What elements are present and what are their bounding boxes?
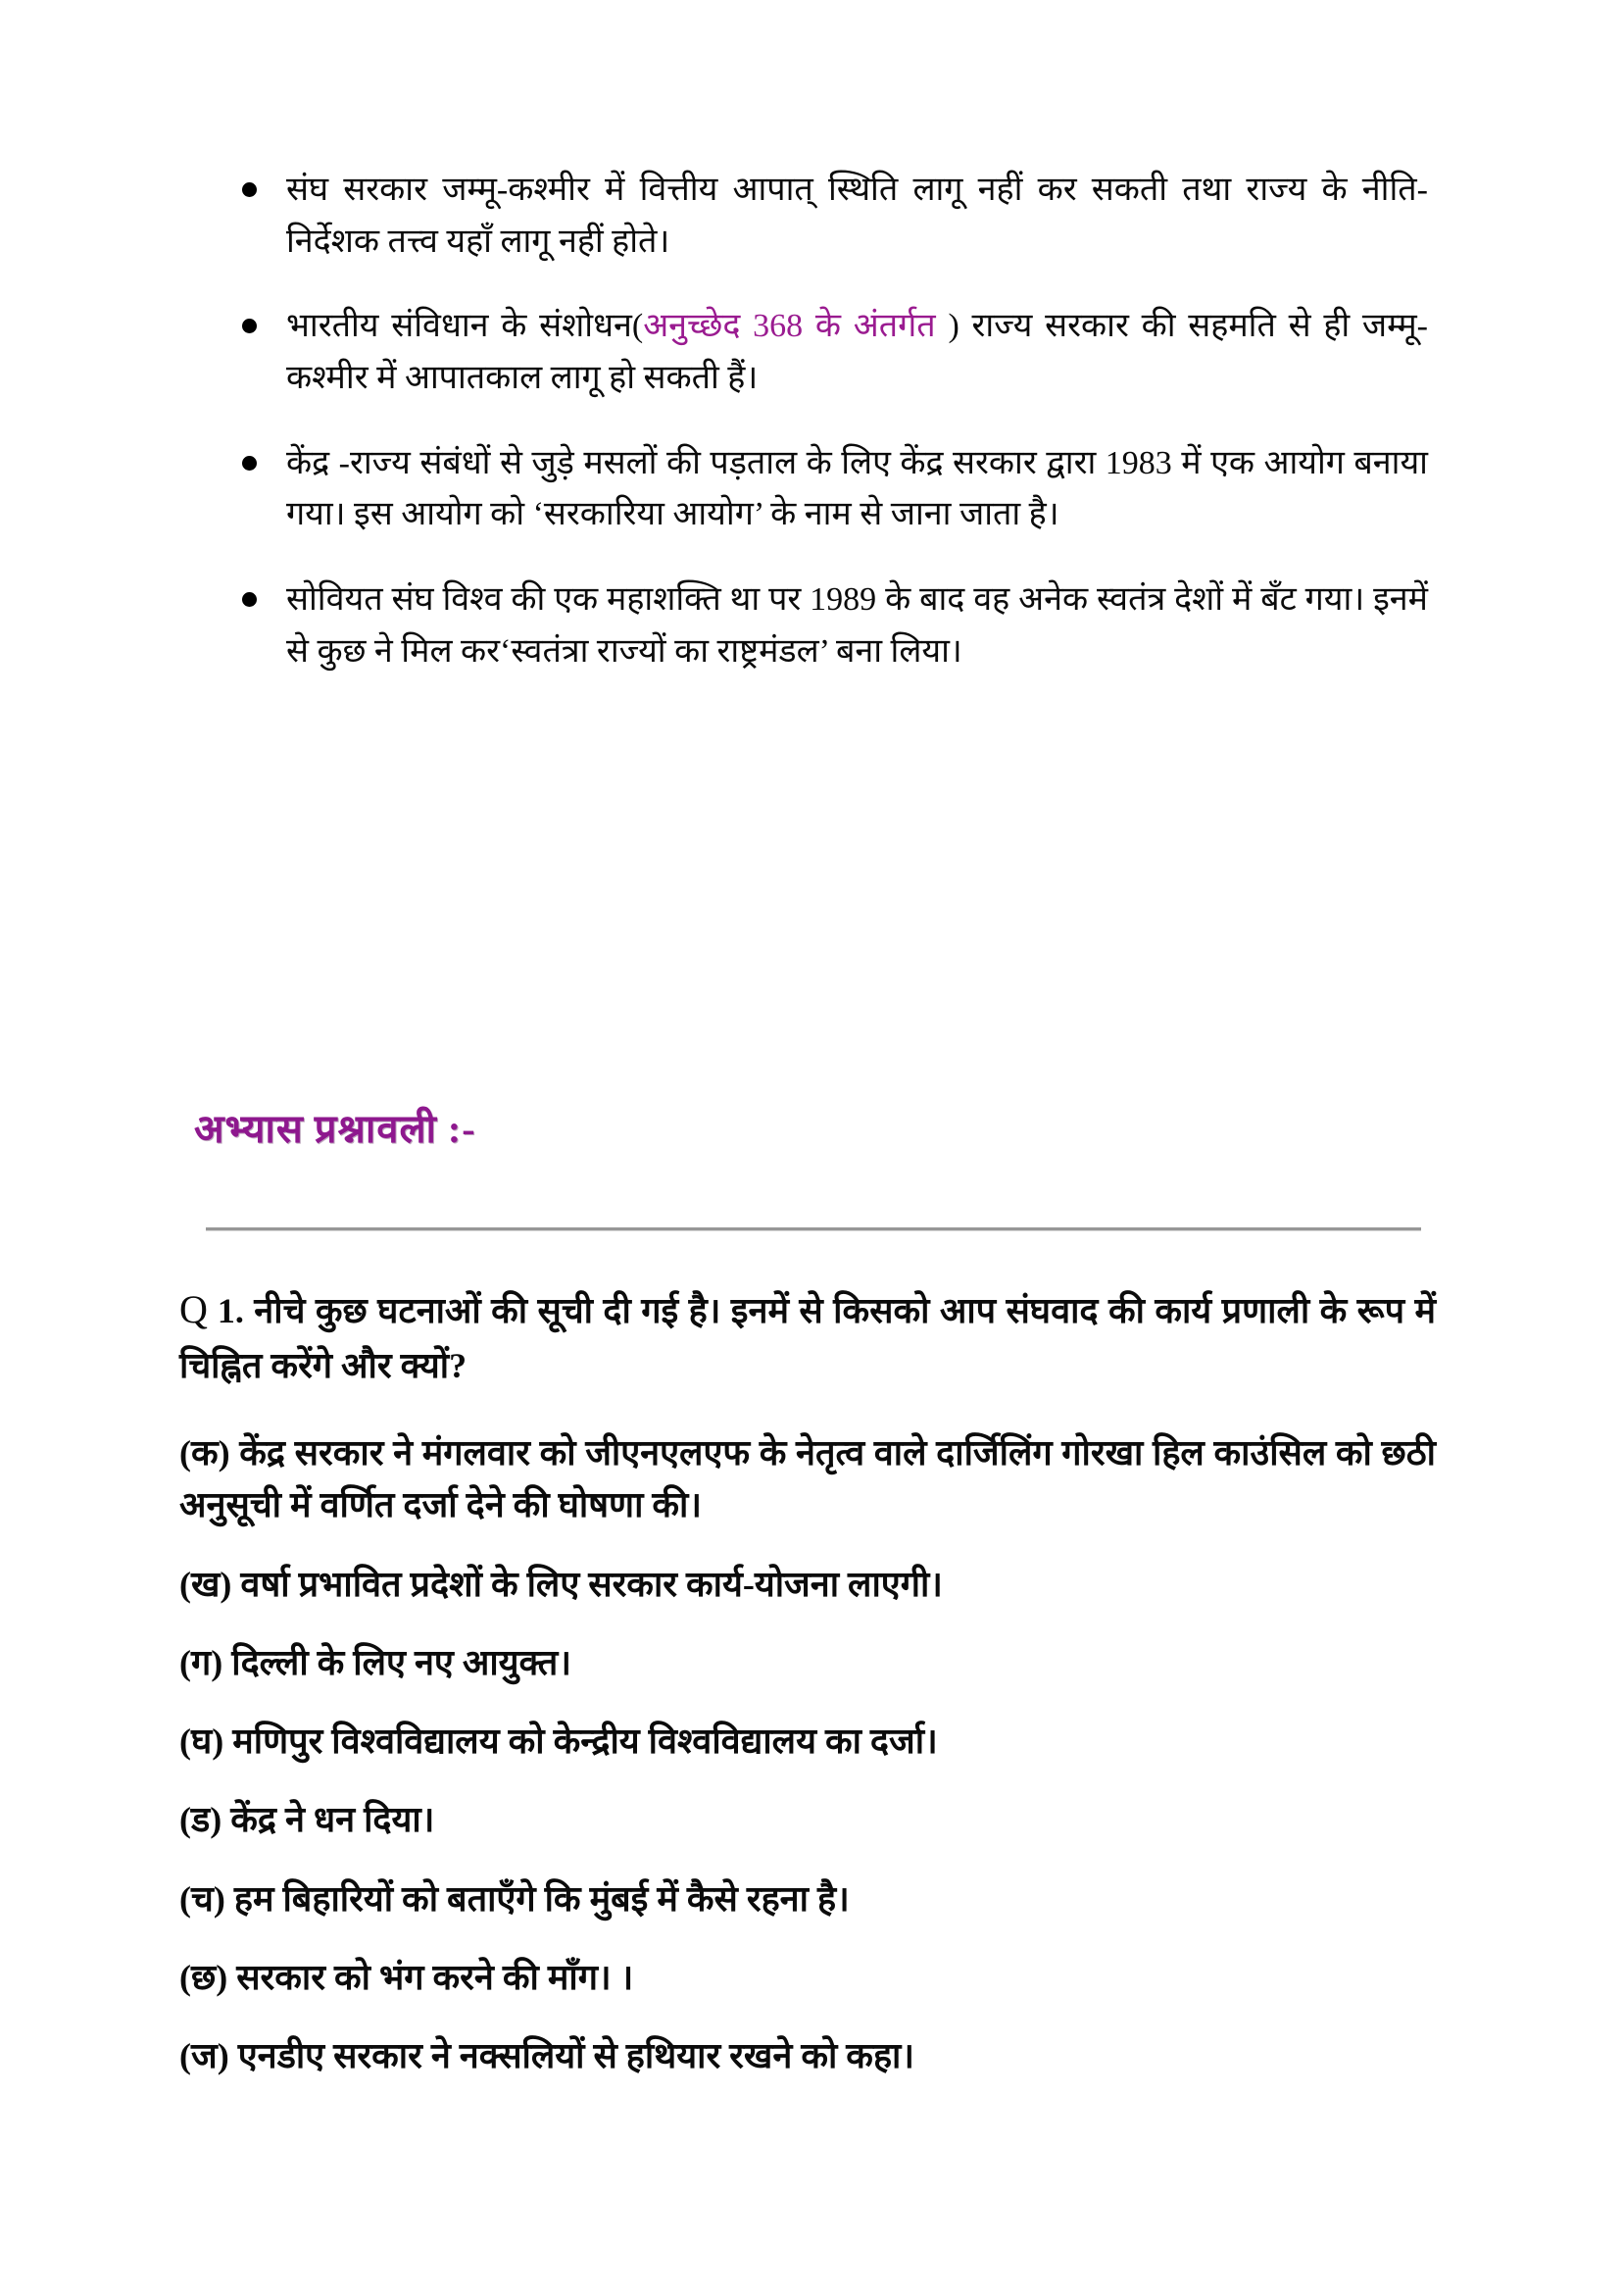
question-option: (ख) वर्षा प्रभावित प्रदेशों के लिए सरकार कार्य-योजना लाएगी। <box>179 1564 943 1604</box>
bullet-item <box>242 574 1428 677</box>
bullet-item <box>242 301 1428 404</box>
question-text: 1. नीचे कुछ घटनाओं की सूची दी गई है। इनमें से किसको आप संघवाद की कार्य प्रणाली के रूप में चिह्नित करेंगे और क्यों? <box>179 1291 1436 1385</box>
question-block <box>179 1280 1436 2109</box>
question-option: (ड) केंद्र ने धन दिया। <box>179 1800 435 1840</box>
section-divider <box>206 1227 1421 1231</box>
section-heading: अभ्यास प्रश्नावली :- <box>194 1107 476 1151</box>
bullet-item <box>242 438 1428 541</box>
bullet-text: केंद्र -राज्य संबंधों से जुड़े मसलों की पड़ताल के लिए केंद्र सरकार द्वारा 1983 में एक आयोग बनाया गया। इस आयोग को ‘सरकारिया आयोग’ के नाम से जाना जाता है। <box>286 444 1428 533</box>
question-option: (ज) एनडीए सरकार ने नक्सलियों से हथियार रखने को कहा। <box>179 2036 915 2076</box>
bullet-icon <box>242 182 257 197</box>
bullet-item <box>242 165 1428 268</box>
bullet-text-highlight: अनुच्छेद 368 के अंतर्गत <box>643 308 949 345</box>
question-title <box>179 1280 1436 1392</box>
question-option: (घ) मणिपुर विश्वविद्यालय को केन्द्रीय विश्वविद्यालय का दर्जा। <box>179 1722 938 1762</box>
bullet-text: सोवियत संघ विश्व की एक महाशक्ति था पर 1989 के बाद वह अनेक स्वतंत्र देशों में बँट गया। इनमें से कुछ ने मिल कर‘स्वतंत्रा राज्यों का राष्ट्रमंडल’ बना लिया। <box>286 581 1428 670</box>
notes-bullet-list <box>242 165 1428 712</box>
question-option: (छ) सरकार को भंग करने की माँग। । <box>179 1957 634 1997</box>
question-option: (च) हम बिहारियों को बताएँगे कि मुंबई में कैसे रहना है। <box>179 1878 850 1919</box>
bullet-text: संघ सरकार जम्मू-कश्मीर में वित्तीय आपात् स्थिति लागू नहीं कर सकती तथा राज्य के नीति-निर्देशक तत्त्व यहाँ लागू नहीं होते। <box>286 172 1428 260</box>
question-option: (ग) दिल्ली के लिए नए आयुक्त। <box>179 1642 571 1682</box>
question-option: (क) केंद्र सरकार ने मंगलवार को जीएनएलएफ के नेतृत्व वाले दार्जिलिंग गोरखा हिल काउंसिल को छठी अनुसूची में वर्णित दर्जा देने की घोषणा की। <box>179 1433 1436 1525</box>
bullet-icon <box>242 319 257 333</box>
question-option-list <box>179 1427 1436 2082</box>
question-letter: Q <box>179 1287 208 1331</box>
bullet-text-post: ) राज्य सरकार की सहमति से ही जम्मू-कश्मीर में आपातकाल लागू हो सकती हैं। <box>286 308 1428 397</box>
bullet-icon <box>242 592 257 607</box>
bullet-text-pre: भारतीय संविधान के संशोधन( <box>286 308 644 345</box>
bullet-icon <box>242 456 257 471</box>
